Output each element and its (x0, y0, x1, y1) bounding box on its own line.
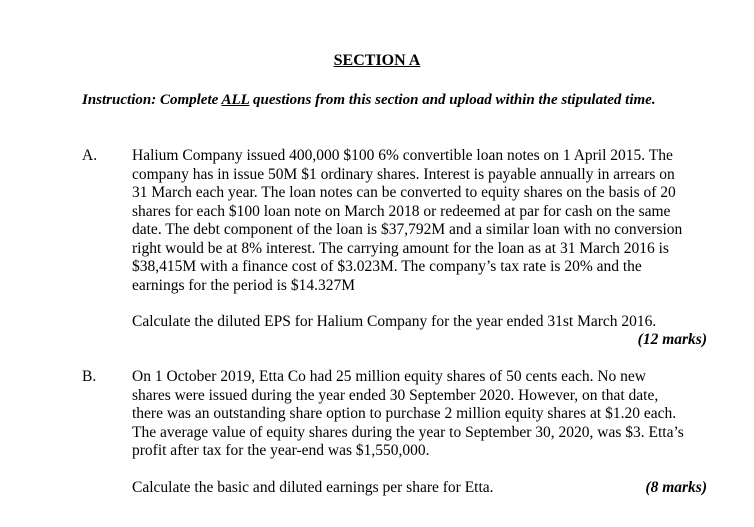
question-b-line: On 1 October 2019, Etta Co had 25 million equity shares of 50 cents each. No new (132, 368, 646, 385)
section-title: SECTION A (333, 52, 421, 69)
question-a-prompt: Calculate the diluted EPS for Halium Company for the year ended 31st March 2016. (132, 313, 657, 330)
question-b-line: shares were issued during the year ended 30 September 2020. However, on that date, (132, 386, 659, 404)
question-a-line: $38,415M with a finance cost of $3.023M. The company’s tax rate is 20% and the (132, 258, 642, 275)
question-b-body (132, 368, 712, 461)
question-b-line: The average value of equity shares during the year to September 30, 2020, was $3. Etta’s (132, 423, 684, 441)
question-a-line: Halium Company issued 400,000 $100 6% convertible loan notes on 1 April 2015. The (132, 147, 673, 164)
question-a-body (132, 147, 712, 295)
question-a-line: shares for each $100 loan note on March 2018 or redeemed at par for cash on the same (132, 202, 671, 220)
question-a-line: earnings for the period is $14.327M (132, 276, 355, 294)
question-b-line: profit after tax for the year-end was $1,550,000. (132, 442, 430, 459)
question-a-line: company has in issue 50M $1 ordinary shares. Interest is payable annually in arrears on (132, 165, 675, 183)
instruction-emphasis: ALL (221, 92, 250, 108)
question-a-line: right would be at 8% interest. The carrying amount for the loan as at 31 March 2016 is (132, 239, 669, 257)
instruction-prefix: Instruction: Complete (82, 92, 222, 108)
question-a-marks: (12 marks) (637, 331, 707, 348)
question-b-letter: B. (82, 368, 97, 385)
instruction-suffix: questions from this section and upload within the stipulated time. (249, 92, 656, 108)
question-b-line: there was an outstanding share option to purchase 2 million equity shares at $1.20 each. (132, 405, 677, 422)
question-b-marks: (8 marks) (645, 479, 707, 496)
question-a-line: date. The debt component of the loan is $37,792M and a similar loan with no conversion (132, 221, 683, 238)
question-b-prompt: Calculate the basic and diluted earnings per share for Etta. (132, 479, 494, 496)
question-a-letter: A. (82, 147, 98, 164)
question-a-line: 31 March each year. The loan notes can be converted to equity shares on the basis of 20 (132, 184, 676, 201)
instruction-text (82, 90, 656, 110)
